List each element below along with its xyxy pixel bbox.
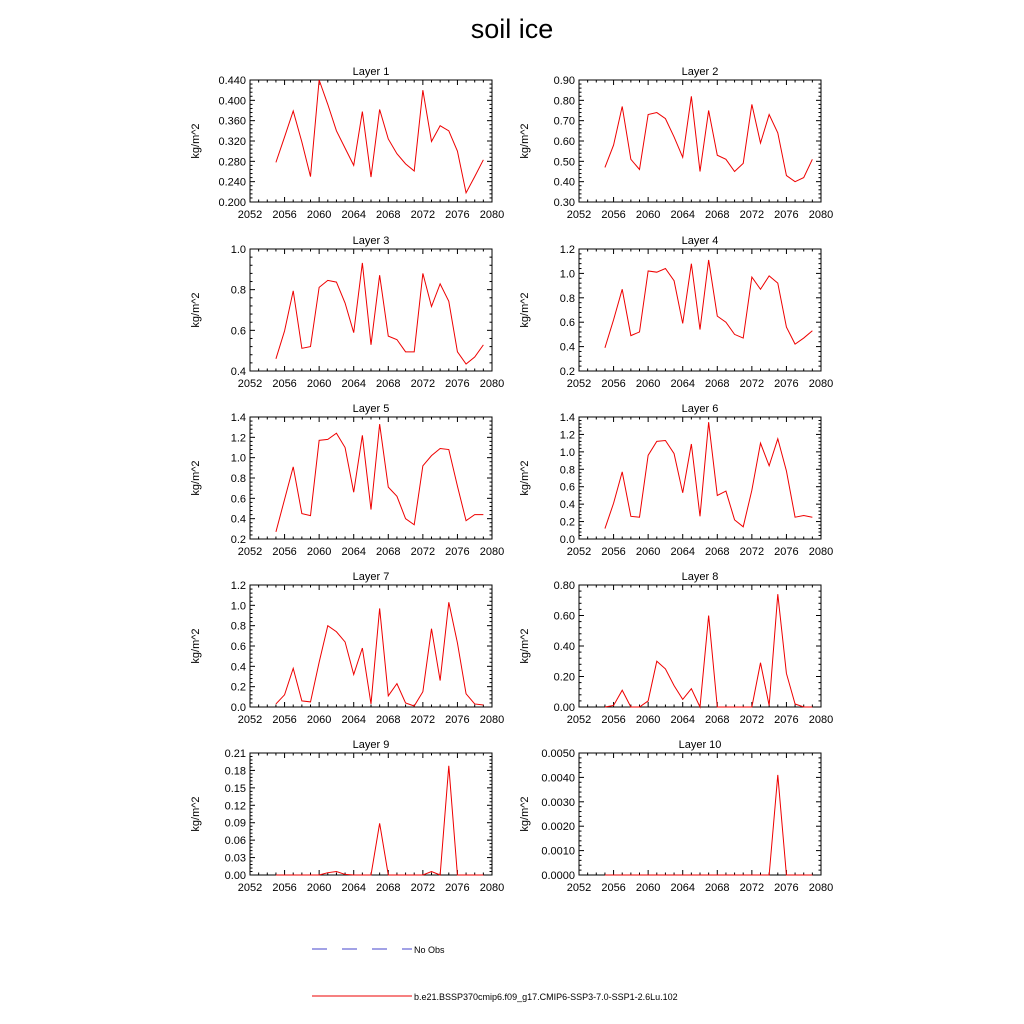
x-tick-label: 2060: [306, 209, 332, 221]
x-tick-label: 2052: [566, 378, 592, 390]
y-tick-label: 0.6: [230, 641, 246, 653]
x-tick-label: 2056: [272, 378, 297, 390]
y-tick-label: 0.06: [224, 835, 246, 848]
x-tick-label: 2076: [774, 714, 799, 726]
x-tick-label: 2052: [237, 378, 263, 390]
y-tick-label: 0.0: [230, 702, 246, 714]
y-tick-label: 0.70: [553, 115, 575, 128]
x-tick-label: 2064: [341, 546, 366, 558]
x-tick-label: 2052: [237, 546, 263, 558]
y-tick-label: 0.4: [559, 499, 575, 512]
plot-frame: [579, 80, 821, 202]
panel-title: Layer 7: [352, 571, 390, 583]
x-tick-label: 2076: [774, 378, 799, 390]
series-line: [605, 96, 812, 181]
x-tick-label: 2060: [635, 882, 661, 894]
plot-frame: [579, 417, 821, 539]
y-tick-label: 0.30: [553, 197, 575, 209]
x-tick-label: 2072: [739, 882, 765, 894]
y-tick-label: 0.0030: [541, 796, 575, 809]
y-tick-label: 0.20: [553, 671, 575, 684]
y-axis-label: kg/m^2: [190, 292, 202, 328]
y-tick-label: 0.12: [224, 800, 246, 813]
panel-title: Layer 10: [678, 739, 722, 751]
x-tick-label: 2064: [341, 209, 366, 221]
y-tick-label: 0.40: [553, 641, 575, 653]
y-tick-label: 1.4: [230, 412, 246, 424]
y-tick-label: 0.03: [224, 852, 246, 865]
x-tick-label: 2056: [601, 378, 626, 390]
chart-panel-4: [519, 235, 833, 390]
x-tick-label: 2052: [237, 882, 263, 894]
y-tick-label: 0.440: [218, 75, 246, 87]
y-tick-label: 0.50: [553, 156, 575, 169]
y-tick-label: 0.6: [230, 325, 246, 338]
y-tick-label: 0.0000: [541, 870, 575, 882]
x-tick-label: 2080: [808, 714, 834, 726]
panel-title: Layer 3: [352, 235, 390, 247]
x-tick-label: 2068: [376, 714, 401, 726]
x-tick-label: 2080: [808, 209, 834, 221]
y-tick-label: 0.8: [559, 464, 575, 477]
x-tick-label: 2068: [705, 546, 730, 558]
y-tick-label: 0.6: [559, 481, 575, 494]
x-tick-label: 2076: [445, 546, 470, 558]
chart-title: soil ice: [470, 14, 554, 44]
x-tick-label: 2068: [705, 378, 730, 390]
x-tick-label: 2060: [306, 714, 332, 726]
y-tick-label: 0.4: [230, 513, 246, 526]
chart-panel-6: [519, 403, 833, 558]
chart-panel-10: [519, 739, 833, 894]
chart-panel-3: [190, 235, 504, 390]
chart-panel-9: [190, 739, 504, 894]
y-tick-label: 0.360: [218, 115, 246, 128]
x-tick-label: 2072: [410, 378, 436, 390]
x-tick-label: 2076: [774, 209, 799, 221]
x-tick-label: 2064: [670, 378, 695, 390]
y-tick-label: 0.320: [218, 136, 246, 148]
y-tick-label: 0.80: [553, 580, 575, 592]
panel-title: Layer 4: [681, 235, 719, 247]
y-axis-label: kg/m^2: [519, 292, 531, 328]
plot-frame: [250, 249, 492, 371]
x-tick-label: 2056: [601, 209, 626, 221]
x-tick-label: 2076: [445, 882, 470, 894]
x-tick-label: 2076: [774, 546, 799, 558]
y-tick-label: 0.2: [559, 366, 575, 378]
series-line: [605, 775, 812, 875]
x-tick-label: 2072: [410, 546, 436, 558]
chart-panel-8: [519, 571, 833, 726]
y-axis-label: kg/m^2: [519, 796, 531, 832]
y-tick-label: 1.2: [559, 244, 575, 256]
x-tick-label: 2080: [479, 714, 505, 726]
x-tick-label: 2080: [479, 546, 505, 558]
y-tick-label: 0.21: [224, 748, 246, 760]
y-tick-label: 0.00: [553, 702, 575, 714]
y-tick-label: 0.8: [559, 292, 575, 305]
x-tick-label: 2072: [410, 209, 436, 221]
y-tick-label: 0.2: [559, 516, 575, 529]
y-tick-label: 0.80: [553, 95, 575, 108]
x-tick-label: 2052: [566, 882, 592, 894]
y-tick-label: 0.00: [224, 870, 246, 882]
x-tick-label: 2072: [739, 209, 765, 221]
y-tick-label: 0.200: [218, 197, 246, 209]
y-tick-label: 0.280: [218, 156, 246, 169]
x-tick-label: 2080: [808, 546, 834, 558]
series-line: [276, 424, 483, 532]
x-tick-label: 2072: [410, 714, 436, 726]
x-tick-label: 2072: [739, 546, 765, 558]
x-tick-label: 2056: [272, 714, 297, 726]
x-tick-label: 2072: [739, 378, 765, 390]
x-tick-label: 2056: [272, 209, 297, 221]
panel-title: Layer 6: [681, 403, 719, 415]
y-tick-label: 1.2: [230, 580, 246, 592]
x-tick-label: 2068: [376, 378, 401, 390]
x-tick-label: 2052: [237, 714, 263, 726]
series-line: [276, 766, 483, 875]
y-tick-label: 0.90: [553, 75, 575, 87]
y-tick-label: 0.15: [224, 782, 246, 795]
x-tick-label: 2064: [341, 378, 366, 390]
y-tick-label: 1.0: [230, 452, 246, 465]
x-tick-label: 2076: [774, 882, 799, 894]
panel-title: Layer 2: [681, 66, 719, 78]
series-line: [276, 602, 483, 706]
x-tick-label: 2052: [566, 714, 592, 726]
x-tick-label: 2056: [601, 546, 626, 558]
x-tick-label: 2064: [670, 882, 695, 894]
chart-panel-7: [190, 571, 504, 726]
y-tick-label: 1.0: [230, 600, 246, 613]
y-tick-label: 1.2: [230, 432, 246, 445]
x-tick-label: 2060: [635, 209, 661, 221]
y-tick-label: 0.240: [218, 176, 246, 189]
x-tick-label: 2064: [341, 714, 366, 726]
chart-panel-1: [190, 66, 504, 221]
y-tick-label: 1.4: [559, 412, 575, 424]
x-tick-label: 2064: [341, 882, 366, 894]
y-tick-label: 0.40: [553, 176, 575, 189]
x-tick-label: 2052: [566, 209, 592, 221]
x-tick-label: 2056: [601, 714, 626, 726]
panel-title: Layer 5: [352, 403, 390, 415]
x-tick-label: 2056: [601, 882, 626, 894]
y-tick-label: 0.2: [230, 534, 246, 546]
y-tick-label: 0.8: [230, 284, 246, 297]
y-tick-label: 0.6: [230, 493, 246, 506]
panel-title: Layer 9: [352, 739, 390, 751]
y-tick-label: 1.0: [559, 268, 575, 281]
x-tick-label: 2060: [306, 882, 332, 894]
series-line: [276, 80, 483, 193]
x-tick-label: 2076: [445, 209, 470, 221]
y-tick-label: 1.2: [559, 429, 575, 442]
x-tick-label: 2072: [410, 882, 436, 894]
y-axis-label: kg/m^2: [190, 123, 202, 159]
plot-frame: [579, 249, 821, 371]
y-tick-label: 0.6: [559, 317, 575, 330]
x-tick-label: 2080: [808, 882, 834, 894]
y-axis-label: kg/m^2: [190, 628, 202, 664]
legend: [312, 945, 678, 1002]
series-line: [605, 422, 812, 528]
y-tick-label: 0.8: [230, 620, 246, 633]
x-tick-label: 2080: [479, 378, 505, 390]
x-tick-label: 2068: [705, 882, 730, 894]
x-tick-label: 2076: [445, 378, 470, 390]
x-tick-label: 2052: [566, 546, 592, 558]
y-tick-label: 0.4: [559, 341, 575, 354]
y-tick-label: 0.2: [230, 681, 246, 694]
legend-label-2: b.e21.BSSP370cmip6.f09_g17.CMIP6-SSP3-7.0-SSP1-2.6Lu.102: [414, 992, 678, 1002]
plot-frame: [579, 585, 821, 707]
chart-panel-5: [190, 403, 504, 558]
y-tick-label: 0.4: [230, 366, 246, 378]
series-line: [276, 263, 483, 364]
chart-panel-2: [519, 66, 833, 221]
y-tick-label: 0.60: [553, 610, 575, 623]
x-tick-label: 2056: [272, 882, 297, 894]
x-tick-label: 2064: [670, 546, 695, 558]
y-tick-label: 0.8: [230, 473, 246, 485]
x-tick-label: 2076: [445, 714, 470, 726]
x-tick-label: 2068: [376, 209, 401, 221]
x-tick-label: 2080: [479, 882, 505, 894]
x-tick-label: 2056: [272, 546, 297, 558]
x-tick-label: 2060: [306, 378, 332, 390]
y-tick-label: 0.0040: [541, 772, 575, 785]
y-tick-label: 0.4: [230, 661, 246, 674]
y-tick-label: 0.60: [553, 136, 575, 148]
y-tick-label: 0.0020: [541, 821, 575, 834]
y-tick-label: 1.0: [559, 446, 575, 459]
y-tick-label: 0.0: [559, 534, 575, 546]
x-tick-label: 2072: [739, 714, 765, 726]
series-line: [605, 594, 812, 707]
x-tick-label: 2068: [705, 714, 730, 726]
y-axis-label: kg/m^2: [519, 123, 531, 159]
y-tick-label: 0.0010: [541, 845, 575, 858]
y-tick-label: 0.18: [224, 765, 246, 778]
x-tick-label: 2064: [670, 714, 695, 726]
y-tick-label: 0.400: [218, 95, 246, 108]
y-axis-label: kg/m^2: [519, 628, 531, 664]
panel-title: Layer 1: [352, 66, 390, 78]
x-tick-label: 2080: [808, 378, 834, 390]
x-tick-label: 2068: [705, 209, 730, 221]
x-tick-label: 2060: [306, 546, 332, 558]
x-tick-label: 2060: [635, 714, 661, 726]
x-tick-label: 2060: [635, 378, 661, 390]
x-tick-label: 2080: [479, 209, 505, 221]
y-tick-label: 0.0050: [541, 748, 575, 760]
y-axis-label: kg/m^2: [519, 460, 531, 496]
y-tick-label: 1.0: [230, 244, 246, 256]
x-tick-label: 2064: [670, 209, 695, 221]
y-tick-label: 0.09: [224, 817, 246, 830]
y-axis-label: kg/m^2: [190, 460, 202, 496]
series-line: [605, 260, 812, 348]
x-tick-label: 2068: [376, 546, 401, 558]
x-tick-label: 2052: [237, 209, 263, 221]
x-tick-label: 2060: [635, 546, 661, 558]
plot-frame: [250, 80, 492, 202]
legend-label-1: No Obs: [414, 945, 445, 955]
y-axis-label: kg/m^2: [190, 796, 202, 832]
x-tick-label: 2068: [376, 882, 401, 894]
panel-title: Layer 8: [681, 571, 719, 583]
